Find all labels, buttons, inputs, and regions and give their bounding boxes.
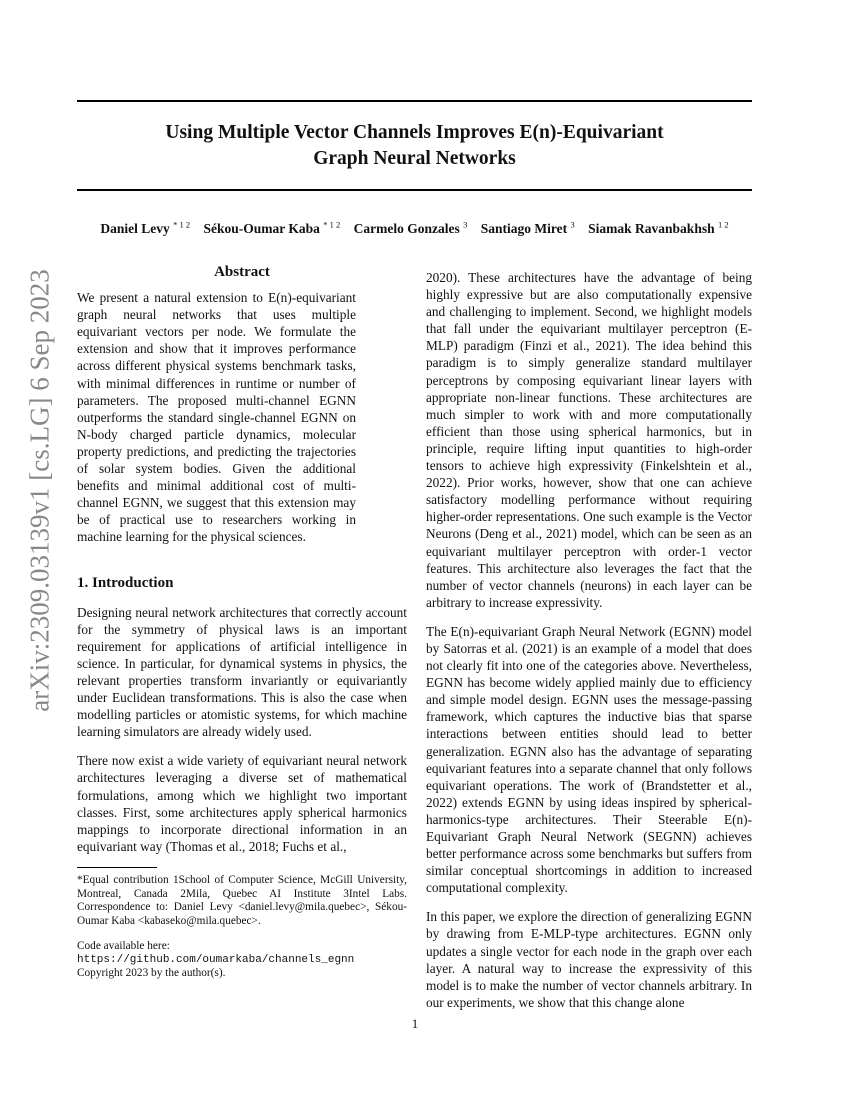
abstract-heading: Abstract [214,264,270,280]
author: Sékou-Oumar Kaba $^{* 1 2}$ [203,219,341,236]
title-line-1: Using Multiple Vector Channels Improves E(n)-Equivariant [165,122,664,143]
code-footnote [77,940,407,981]
code-label: Code available here: [77,940,170,953]
right-paragraph-2: The E(n)-equivariant Graph Neural Network (EGNN) model by Satorras et al. (2021) is an example of a model that does not clearly fit into one of the categories above. Nevertheless, EGNN has become widely applied mainly due to efficiency and simple model design. EGNN uses the message-passing framework, which captures the inductive bias that sparse interactions between entities should lead to better generalization. EGNN also has the advantage of separating equivariant features into a separate channel that only follows equivariant operations. The work of (Brandstetter et al., 2022) extends EGNN by using ideas inspired by spherical-harmonics-type architectures. Their Steerable E(n)-Equivariant Graph Neural Network (SEGNN) achieves better performance across some benchmarks but suffers from similar conceptual shortcomings in addition to increased computational complexity. [426,623,752,896]
author-list [77,219,752,237]
left-column [77,264,407,993]
author: Daniel Levy $^{* 1 2}$ [100,219,191,236]
copyright: Copyright 2023 by the author(s). [77,967,226,980]
right-column [426,269,752,1023]
right-paragraph-3: In this paper, we explore the direction of generalizing EGNN by drawing from E-MLP-type architectures. EGNN only updates a single vector for each node in the graph over each layer. A natural way to increase the expressivity of this model is to make the number of vector channels arbitrary. In our experiments, we show that this change alone [426,909,752,1010]
footnote-rule [77,867,157,868]
page-number: 1 [411,1016,419,1031]
author: Santiago Miret $^3$ [480,219,575,236]
paper-title [77,120,752,172]
arxiv-identifier [20,268,60,712]
right-paragraph-1: 2020). These architectures have the advantage of being highly expressive but are also computationally expensive and challenging to implement. Second, we highlight models that fall under the equivariant multilayer perceptron (E-MLP) paradigm (Finzi et al., 2021). The idea behind this paradigm is to simply generalize standard multilayer perceptrons by composing equivariant linear layers with appropriate non-linear functions. These architectures are much simpler to work with and more computationally efficient than those using spherical harmonics, but in principle, require lifting input quantities to high-order tensors to achieve high expressivity (Finkelshtein et al., 2022). Prior works, however, show that one can achieve satisfactory modelling performance without requiring higher-order representations. One such example is the Vector Neurons (Deng et al., 2021) model, which can be seen as an equivariant multilayer perceptron with order-1 vector features. This architecture also leverages the fact that the number of vector channels (neurons) in each layer can be arbitrary to increase expressivity. [426,270,752,610]
intro-paragraph-2: There now exist a wide variety of equivariant neural network architectures leveraging a diverse set of mathematical formulations, among which we highlight two important classes. First, some architectures apply spherical harmonics mappings to incorporate directional information in an equivariant way (Thomas et al., 2018; Fuchs et al., [77,753,407,854]
intro-paragraph-1: Designing neural network architectures that correctly account for the symmetry of physical laws is an important requirement for applications of artificial intelligence in science. In particular, for dynamical systems in physics, the relevant properties transform invariantly or equivariantly under Euclidean transformations. This is also the case when modelling particles or atomistic systems, for which machine learning simulators are already widely used. [77,604,407,740]
abstract-text: We present a natural extension to E(n)-equivariant graph neural networks that uses multiple equivariant vectors per node. We formulate the extension and show that it improves performance across different physical systems benchmark tasks, with minimal differences in runtime or number of parameters. The proposed multi-channel EGNN outperforms the standard single-channel EGNN on N-body charged particle dynamics, molecular property predictions, and predicting the trajectories of solar system bodies. Given the additional benefits and minimal additional cost of multi-channel EGNN, we suggest that this extension may be of practical use to researchers working in machine learning for the physical sciences. [77,290,356,545]
title-line-2: Graph Neural Networks [313,148,516,169]
arxiv-id-text: arXiv:2309.03139v1 [cs.LG] 6 Sep 2023 [24,268,55,712]
author: Carmelo Gonzales $^3$ [353,219,468,236]
introduction-heading: 1. Introduction [77,574,174,591]
top-rule [77,100,752,102]
code-link[interactable]: https://github.com/oumarkaba/channels_egnn [77,953,355,966]
affiliation-footnote: *Equal contribution 1School of Computer Science, McGill University, Montreal, Canada 2Mila, Quebec AI Institute 3Intel Labs. Correspondence to: Daniel Levy <daniel.levy@mila.quebec>, Sékou-Oumar Kaba <kabaseko@mila.quebec>. [77,873,407,927]
title-bottom-rule [77,189,752,191]
author: Siamak Ravanbakhsh $^{1 2}$ [588,219,729,236]
